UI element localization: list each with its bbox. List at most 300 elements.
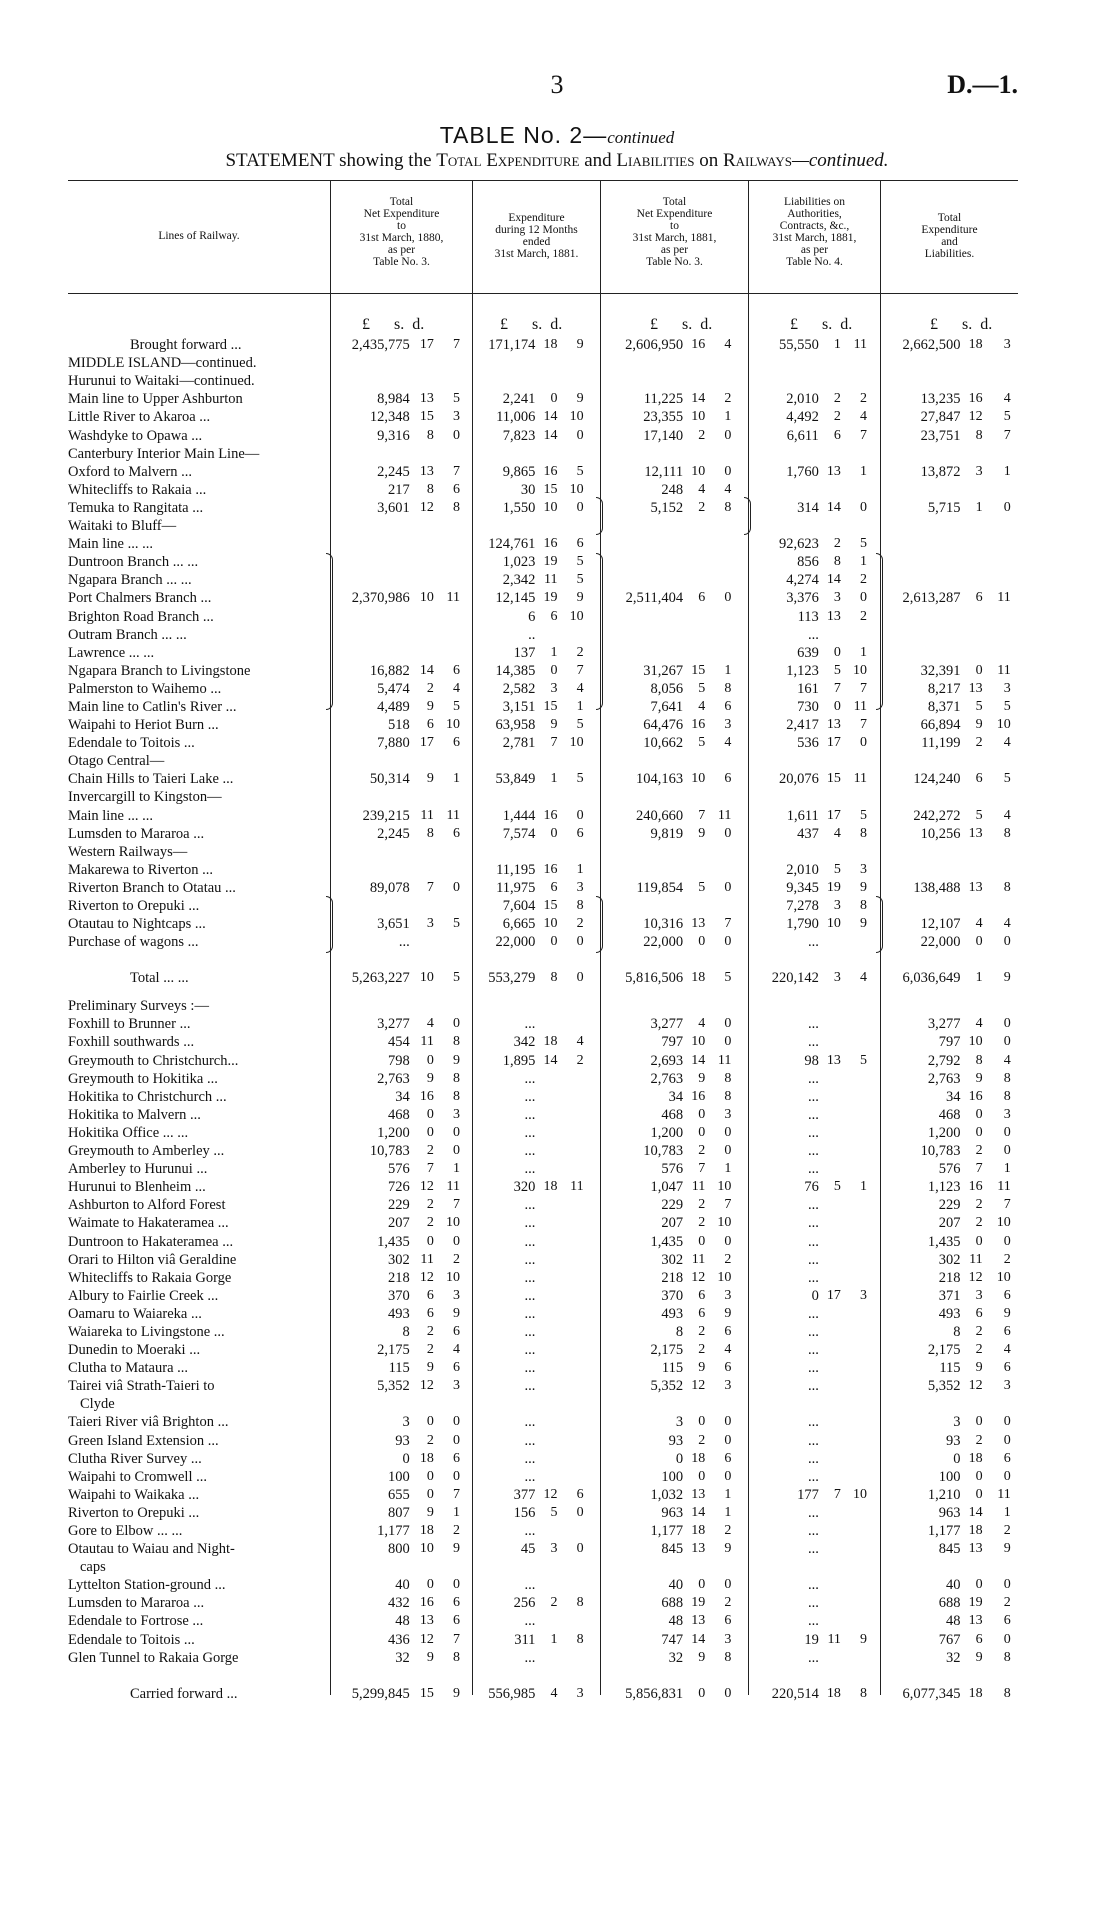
cell-gap [867, 481, 880, 499]
c5-pence: 6 [1003, 1360, 1011, 1376]
c4-pence: 4 [860, 970, 868, 986]
c3-pounds: 1,177 [650, 1523, 684, 1539]
c4-pence: 2 [860, 608, 868, 624]
table-row [68, 1677, 1018, 1703]
c2-pounds: 7,574 [502, 825, 536, 842]
cell-gap [584, 1677, 601, 1703]
row-label: Greymouth to Christchurch... [68, 1052, 239, 1069]
c4-pence [841, 1341, 867, 1359]
c2-pence [558, 1305, 584, 1323]
c4-pounds: 2,010 [786, 861, 819, 878]
cell-gap [867, 1106, 880, 1124]
c3-pence: 8 [724, 1088, 732, 1104]
c2-pence: 0 [576, 807, 584, 823]
c4-shillings [819, 1070, 841, 1088]
c3-shillings [683, 861, 705, 879]
c1-pence: 6 [453, 1323, 461, 1339]
c2-pence [558, 951, 584, 961]
table-row [68, 1124, 1018, 1142]
c4-shillings [819, 1431, 841, 1449]
c3-shillings: 0 [698, 1414, 706, 1430]
cell-gap [584, 1377, 601, 1395]
cell-gap [1011, 1468, 1018, 1486]
cell-gap [460, 1305, 473, 1323]
c4-pence: 7 [860, 427, 868, 443]
c5-pounds: 468 [938, 1106, 961, 1123]
c2-shillings: 0 [550, 825, 558, 841]
c2-pounds: ... [524, 1360, 536, 1377]
c2-pence: 10 [569, 735, 584, 751]
cell-gap [867, 1341, 880, 1359]
row-label: Invercargill to Kingston— [68, 789, 222, 806]
row-label: Main line to Catlin's River ... [68, 698, 237, 715]
c4-shillings: 1 [833, 337, 841, 353]
c4-pence [841, 1468, 867, 1486]
row-label: Temuka to Rangitata ... [68, 499, 204, 516]
header-bottom-rule [68, 293, 1018, 294]
c5-pence: 6 [1003, 1323, 1011, 1339]
c3-pence: 11 [717, 807, 732, 823]
c1-shillings: 6 [426, 1287, 434, 1303]
c1-shillings: 13 [419, 463, 434, 479]
c5-shillings: 13 [968, 680, 983, 696]
c2-pence [558, 1251, 584, 1269]
c2-pounds: ... [524, 1649, 536, 1666]
c3-shillings [683, 553, 705, 571]
table-row [68, 716, 1018, 734]
c3-pounds: 10,783 [643, 1143, 684, 1160]
c1-shillings [410, 354, 434, 372]
c2-pounds: 11,195 [496, 861, 536, 878]
c1-shillings [410, 517, 434, 535]
c1-pounds [331, 354, 409, 372]
c1-shillings [410, 843, 434, 861]
c4-pounds [748, 354, 818, 372]
c2-pounds: 311 [514, 1631, 536, 1648]
c1-shillings: 12 [419, 1378, 434, 1394]
cell-gap [867, 825, 880, 843]
cell-gap [584, 734, 601, 752]
table-row [68, 1395, 1018, 1413]
c5-shillings: 7 [975, 1161, 983, 1177]
c1-pounds [331, 987, 409, 997]
table-row [68, 1576, 1018, 1594]
c1-pounds: 48 [395, 1613, 410, 1630]
c4-pence [841, 1124, 867, 1142]
c5-shillings: 9 [975, 1360, 983, 1376]
c2-pounds: ... [524, 1233, 536, 1250]
c1-pence [434, 626, 460, 644]
cell-gap [1011, 1450, 1018, 1468]
cell-gap [1011, 1630, 1018, 1648]
c2-shillings: 19 [543, 554, 558, 570]
cell-gap [584, 463, 601, 481]
c3-pounds: 2,763 [650, 1070, 684, 1087]
c5-shillings: 18 [968, 337, 983, 353]
c1-shillings: 9 [426, 698, 434, 714]
c5-pence: 0 [1003, 1468, 1011, 1484]
cell-gap [460, 1576, 473, 1594]
c5-pence: 3 [1003, 1106, 1011, 1122]
c4-pounds: ... [807, 1088, 819, 1105]
c5-pence: 0 [1003, 1124, 1011, 1140]
c3-pence [705, 987, 731, 997]
c2-shillings: 15 [543, 481, 558, 497]
cell-gap [1011, 1124, 1018, 1142]
c1-pence: 9 [453, 1052, 461, 1068]
c4-pounds: ... [807, 934, 819, 951]
c5-pence: 11 [997, 590, 1011, 606]
c3-pounds [601, 644, 683, 662]
c4-shillings [819, 1033, 841, 1051]
c2-pounds: ... [524, 1161, 536, 1178]
c4-shillings: 6 [833, 427, 841, 443]
cell-gap [867, 1677, 880, 1703]
c3-shillings: 11 [691, 1179, 706, 1195]
c5-shillings [961, 571, 983, 589]
row-label: Outram Branch ... ... [68, 626, 187, 643]
c5-pounds: 115 [939, 1360, 961, 1377]
c2-pounds: ... [524, 1577, 536, 1594]
c2-pence [558, 1413, 584, 1431]
column-header-total-1881: Total Net Expenditure to 31st March, 1881, as per Table No. 3. [632, 196, 717, 268]
c1-shillings: 10 [419, 590, 434, 606]
cell-gap [1011, 1051, 1018, 1069]
row-label: Hokitika Office ... ... [68, 1124, 189, 1141]
row-label: Gore to Elbow ... ... [68, 1523, 183, 1539]
c4-pounds: ... [807, 1124, 819, 1141]
cell-gap [584, 1594, 601, 1612]
statement-and: and [584, 150, 612, 171]
c3-shillings [683, 951, 705, 961]
c1-pence: 0 [453, 1233, 461, 1249]
c5-pounds: 2,662,500 [902, 337, 961, 354]
c1-shillings: 9 [426, 1360, 434, 1376]
c2-pence: 6 [576, 536, 584, 552]
c4-pounds: ... [807, 1269, 819, 1286]
c4-pence [841, 1612, 867, 1630]
row-label: Riverton to Orepuki ... [68, 898, 200, 914]
c2-shillings: 18 [543, 1179, 558, 1195]
c4-pence: 8 [860, 825, 868, 841]
c2-shillings [535, 843, 557, 861]
c5-shillings: 6 [975, 590, 983, 606]
cell-gap [584, 1395, 601, 1413]
row-label [68, 951, 331, 961]
c1-pence [434, 644, 460, 662]
c1-pence: 0 [453, 879, 461, 895]
c5-pounds [880, 626, 960, 644]
c3-pence: 0 [724, 590, 732, 606]
c2-pence [558, 997, 584, 1015]
c3-pence: 3 [724, 1631, 732, 1647]
cell-gap [460, 589, 473, 607]
table-row [68, 734, 1018, 752]
c3-pence: 4 [724, 481, 732, 497]
row-label: Chain Hills to Taieri Lake ... [68, 771, 234, 788]
c5-pounds [880, 481, 960, 499]
c3-shillings: 0 [698, 1468, 706, 1484]
cell-gap [460, 861, 473, 879]
c2-shillings [535, 626, 557, 644]
cell-gap [867, 1649, 880, 1667]
c4-pence: 5 [860, 807, 868, 823]
c2-pence: 8 [576, 1631, 584, 1647]
c2-pounds: 2,241 [502, 391, 536, 408]
c4-shillings [819, 1359, 841, 1377]
cell-gap [584, 770, 601, 788]
c3-pounds: 3 [675, 1414, 684, 1431]
cell-gap [584, 1160, 601, 1178]
cell-gap [460, 571, 473, 589]
c2-pence [558, 1431, 584, 1449]
cell-gap [584, 1431, 601, 1449]
table-row [68, 499, 1018, 517]
c5-shillings [961, 354, 983, 372]
c5-pence: 8 [1003, 825, 1011, 841]
c1-pounds: 115 [388, 1360, 410, 1377]
c4-pounds: ... [807, 1305, 819, 1322]
c3-shillings [683, 1558, 705, 1576]
c3-pence: 0 [724, 1233, 732, 1249]
c2-shillings [535, 997, 557, 1015]
c2-pounds: 2,582 [502, 680, 536, 697]
c3-pence: 8 [724, 1649, 732, 1665]
c5-pounds [880, 553, 960, 571]
c2-pence: 0 [576, 499, 584, 515]
c5-pence: 6 [1003, 1613, 1011, 1629]
c1-shillings [410, 1558, 434, 1576]
cell-gap [1011, 336, 1018, 354]
c3-pounds: 119,854 [636, 879, 684, 896]
c5-shillings: 9 [975, 1649, 983, 1665]
c1-pounds: 9,316 [377, 427, 410, 444]
c5-shillings [961, 861, 983, 879]
cell-gap [460, 843, 473, 861]
cell-gap [731, 861, 748, 879]
row-label: Riverton to Orepuki ... [68, 1504, 200, 1521]
c1-pounds: 2,370,986 [351, 590, 410, 607]
group-brace [876, 553, 883, 710]
c2-shillings [535, 1413, 557, 1431]
row-label: caps [80, 1559, 106, 1576]
c5-shillings: 0 [975, 1577, 983, 1593]
row-label: Western Railways— [68, 843, 188, 860]
c2-pence: 4 [576, 680, 584, 696]
c4-shillings: 14 [826, 572, 841, 588]
c1-shillings [410, 372, 434, 390]
c1-pence [434, 372, 460, 390]
row-label: Tairei viâ Strath-Taieri to [68, 1378, 215, 1395]
c5-pence: 3 [1003, 680, 1011, 696]
c1-pence: 6 [453, 662, 461, 678]
c4-pence [841, 1160, 867, 1178]
c5-shillings: 2 [975, 1215, 983, 1231]
cell-gap [584, 961, 601, 987]
c5-pounds: 229 [938, 1197, 961, 1214]
c2-pounds [473, 843, 535, 861]
c5-pounds: 8,371 [927, 698, 961, 715]
cell-gap [584, 372, 601, 390]
cell-gap [731, 481, 748, 499]
c2-pence [558, 1196, 584, 1214]
cell-gap [1011, 426, 1018, 444]
c5-pence [983, 571, 1011, 589]
c2-shillings [535, 987, 557, 997]
c1-pounds: 2,245 [377, 463, 410, 480]
c2-pounds [473, 987, 535, 997]
cell-gap [867, 1051, 880, 1069]
row-label: Oxford to Malvern ... [68, 463, 193, 480]
c1-pounds: 432 [388, 1595, 410, 1612]
c3-pence [705, 1667, 731, 1677]
cell-gap [460, 806, 473, 824]
table-row [68, 1251, 1018, 1269]
c3-shillings [683, 445, 705, 463]
c1-shillings: 9 [426, 1070, 434, 1086]
row-label: Clyde [80, 1396, 115, 1413]
c5-pounds: 10,256 [920, 825, 961, 842]
cell-gap [731, 806, 748, 824]
table-row [68, 1160, 1018, 1178]
c3-shillings: 5 [698, 879, 706, 895]
c2-pounds: 1,550 [502, 499, 536, 516]
c1-shillings: 2 [426, 1342, 434, 1358]
group-brace [326, 896, 333, 953]
cell-gap [1011, 517, 1018, 535]
c4-pounds [748, 1558, 818, 1576]
c4-shillings: 5 [833, 861, 841, 877]
c3-pounds: 248 [661, 481, 684, 498]
c1-pounds: 207 [388, 1215, 410, 1232]
c5-pence [983, 626, 1011, 644]
c3-pounds: 747 [661, 1631, 684, 1648]
c3-shillings: 14 [691, 1504, 706, 1520]
c4-shillings: 5 [833, 1179, 841, 1195]
c2-pounds [473, 445, 535, 463]
c2-pounds: ... [524, 1269, 536, 1286]
table-row [68, 1522, 1018, 1540]
c2-shillings: 18 [543, 337, 558, 353]
c2-shillings [535, 1649, 557, 1667]
c2-pounds: 3,151 [502, 698, 536, 715]
c1-pounds [331, 752, 409, 770]
c1-pounds: 93 [395, 1432, 410, 1449]
cell-gap [584, 1612, 601, 1630]
c4-pence [841, 1667, 867, 1677]
table-row [68, 825, 1018, 843]
cell-gap [731, 553, 748, 571]
c1-pence [434, 788, 460, 806]
table-row [68, 535, 1018, 553]
c1-pounds [331, 644, 409, 662]
c1-pence: 4 [453, 1342, 461, 1358]
c5-shillings: 2 [975, 1143, 983, 1159]
cell-gap [1011, 961, 1018, 987]
unit-label: £ s. d. [500, 316, 563, 333]
c5-pence [983, 445, 1011, 463]
c1-pounds: 0 [402, 1450, 410, 1467]
c3-shillings [683, 752, 705, 770]
c4-pounds [748, 517, 818, 535]
c1-shillings: 13 [419, 391, 434, 407]
cell-gap [460, 390, 473, 408]
cell-gap [1011, 734, 1018, 752]
c3-pounds: 302 [661, 1251, 684, 1268]
cell-gap [460, 1630, 473, 1648]
c3-pounds: 31,267 [643, 662, 684, 679]
cell-gap [460, 788, 473, 806]
c4-pence [841, 1413, 867, 1431]
cell-gap [584, 1015, 601, 1033]
c4-pounds: 55,550 [778, 337, 819, 354]
c5-pence [983, 1558, 1011, 1576]
cell-gap [731, 897, 748, 915]
cell-gap [1011, 1196, 1018, 1214]
c5-pence: 8 [1003, 1070, 1011, 1086]
cell-gap [584, 987, 601, 997]
row-label: Whitecliffs to Rakaia ... [68, 481, 207, 498]
cell-gap [867, 535, 880, 553]
c1-pounds [331, 843, 409, 861]
c3-pence [705, 897, 731, 915]
c1-shillings: 16 [419, 1088, 434, 1104]
c3-pounds [601, 571, 683, 589]
c3-shillings: 0 [698, 1124, 706, 1140]
c5-pounds [880, 1558, 960, 1576]
c2-pounds: 320 [513, 1179, 536, 1196]
cell-gap [460, 1431, 473, 1449]
cell-gap [867, 770, 880, 788]
c3-shillings: 2 [698, 1197, 706, 1213]
c3-shillings [683, 644, 705, 662]
c4-shillings [819, 1214, 841, 1232]
c3-pounds [601, 1667, 683, 1677]
c4-pounds: ... [807, 1161, 819, 1178]
c3-pence [705, 354, 731, 372]
c3-pounds: 32 [668, 1649, 684, 1666]
c1-pounds: 34 [395, 1088, 410, 1105]
c3-pence: 0 [724, 934, 732, 950]
cell-gap [867, 517, 880, 535]
cell-gap [460, 1070, 473, 1088]
c4-pounds: 536 [797, 735, 819, 752]
c1-shillings [410, 897, 434, 915]
c5-shillings [961, 626, 983, 644]
table-row [68, 1214, 1018, 1232]
c3-shillings: 10 [691, 1034, 706, 1050]
row-label: Orari to Hilton viâ Geraldine [68, 1251, 237, 1268]
c4-shillings [819, 997, 841, 1015]
c1-pounds: 229 [388, 1197, 410, 1214]
c3-shillings: 16 [691, 717, 706, 733]
c4-pence [841, 987, 867, 997]
cell-gap [584, 1576, 601, 1594]
c2-pounds: 14,385 [495, 662, 536, 679]
cell-gap [460, 644, 473, 662]
c1-shillings: 11 [420, 1034, 434, 1050]
c5-pounds: 576 [938, 1161, 961, 1178]
c5-shillings: 4 [975, 916, 983, 932]
c2-shillings: 16 [543, 463, 558, 479]
unit-label: £ s. d. [930, 316, 993, 333]
cell-gap [584, 408, 601, 426]
c3-pounds [601, 553, 683, 571]
cell-gap [867, 1413, 880, 1431]
c5-shillings: 13 [968, 825, 983, 841]
cell-gap [731, 1106, 748, 1124]
table-row [68, 1540, 1018, 1558]
